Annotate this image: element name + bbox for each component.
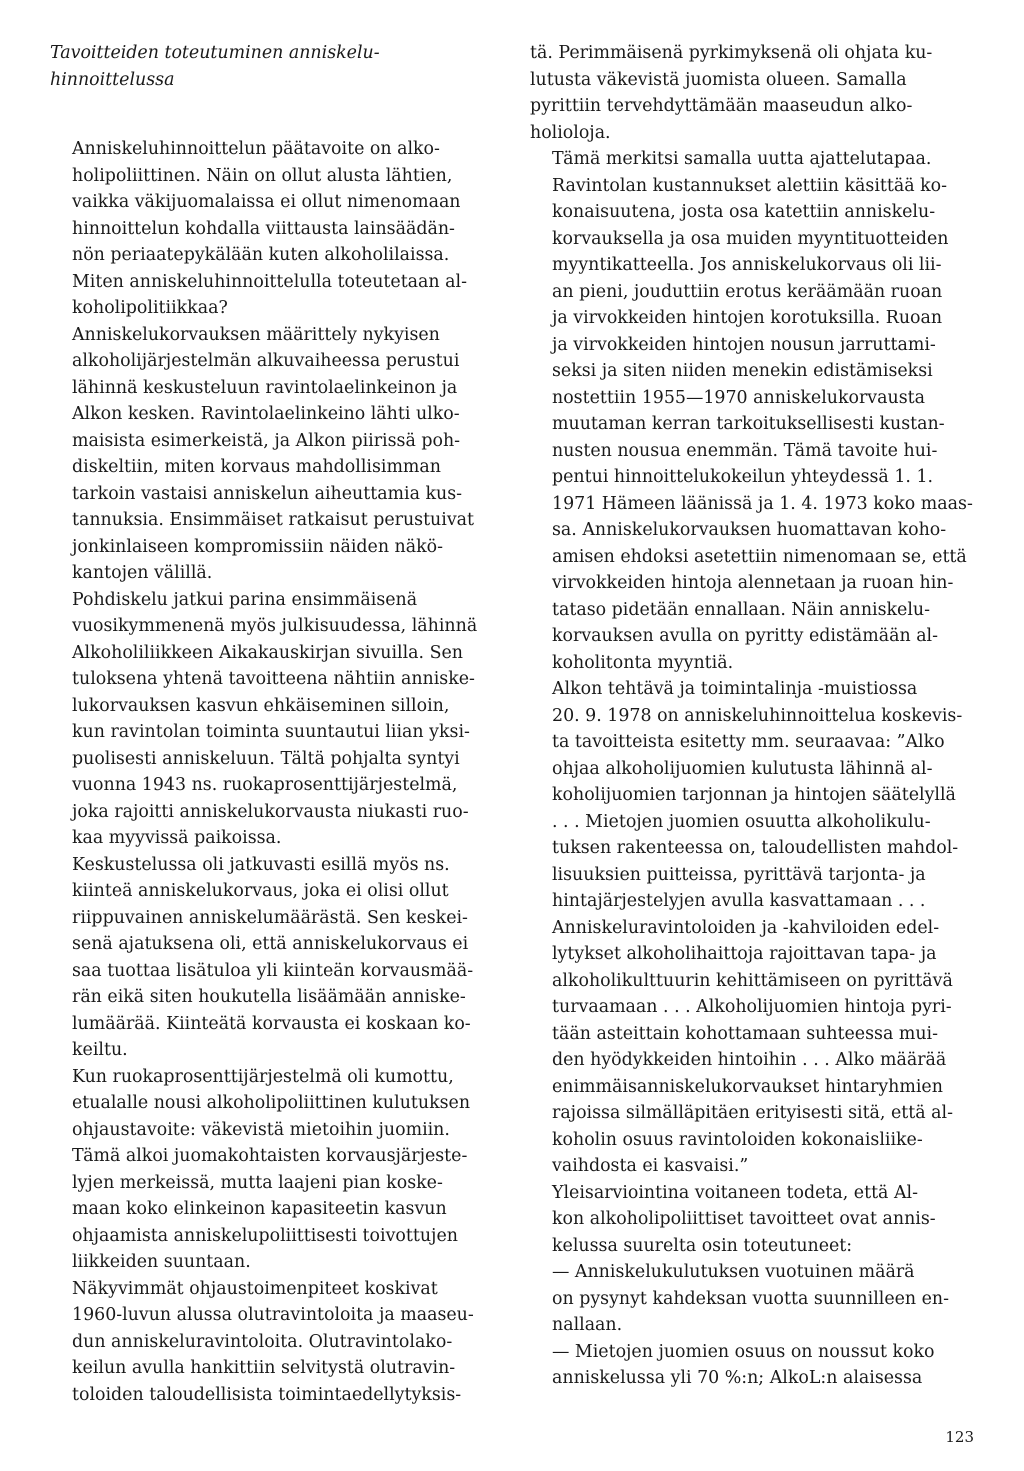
text-line: etualalle nousi alkoholipoliittinen kulutuksen [72,1093,471,1113]
text-line: tuloksena yhtenä tavoitteena nähtiin anniske- [72,669,475,689]
text-line: lukorvauksen kasvun ehkäiseminen silloin, [72,695,450,716]
text-line: Anniskelukorvauksen määrittely nykyisen [72,324,440,345]
text-line: saa tuottaa lisätuloa yli kiinteän korvausmää- [72,960,474,981]
text-line: holioloja. [530,122,611,143]
text-line: holipoliittinen. Näin on ollut alusta lähtien, [72,165,453,186]
text-line: Yleisarviointina voitaneen todeta, että Al- [552,1182,918,1203]
text-line: amisen ehdoksi asetettiin nimenomaan se, että [552,546,967,567]
text-line: tataso pidetään ennallaan. Näin anniskelu- [552,599,930,620]
text-line: alkoholijärjestelmän alkuvaiheessa perustui [72,351,460,371]
text-line: rajoissa silmälläpitäen erityisesti sitä, että al- [552,1103,953,1123]
text-line: maisista esimerkeistä, ja Alkon piirissä poh- [72,430,461,451]
text-line: lumäärää. Kiinteätä korvausta ei koskaan ko- [72,1013,471,1034]
text-line: ohjaamista anniskelupoliittisesti toivottujen [72,1225,458,1246]
text-line: lisuuksien puitteissa, pyrittävä tarjonta- ja [552,864,926,885]
paragraph [50,136,496,322]
text-line: Keskustelussa oli jatkuvasti esillä myös ns. [72,854,450,875]
text-line: Alkon kesken. Ravintolaelinkeino lähti ulko- [72,404,460,424]
text-line: an pieni, jouduttiin erotus keräämään ruoan [552,281,943,302]
text-line: Alkon tehtävä ja toimintalinja -muistiossa [552,679,918,699]
text-line: nusten nousua enemmän. Tämä tavoite hui- [552,440,938,461]
text-line: keilun avulla hankittiin selvitystä olutravin- [72,1358,456,1378]
text-line: korvauksen avulla on pyritty edistämään al- [552,626,938,646]
text-line: senä ajatuksena oli, että anniskelukorvaus ei [72,934,469,954]
text-line: . . . Mietojen juomien osuutta alkoholikulu- [552,811,931,832]
text-line: lähinnä keskusteluun ravintolaelinkeinon ja [72,377,458,398]
text-line: vuonna 1943 ns. ruokaprosenttijärjestelmä, [72,775,458,795]
text-line: liikkeiden suuntaan. [72,1252,251,1272]
text-line: maan koko elinkeinon kapasiteetin kasvun [72,1199,447,1219]
text-line: kelussa suurelta osin toteutuneet: [552,1235,853,1256]
text-line: Anniskeluravintoloiden ja -kahviloiden edel- [552,917,940,938]
paragraph [50,322,496,587]
text-line: sa. Anniskelukorvauksen huomattavan koho- [552,520,947,540]
text-line: riippuvainen anniskelumäärästä. Sen keskei- [72,907,468,928]
text-line: ohjaustavoite: väkevistä mietoihin juomiin. [72,1119,450,1140]
text-line: ohjaa alkoholijuomien kulutusta lähinnä al- [552,758,933,779]
text-line: kun ravintolan toiminta suuntautui liian yksi- [72,722,470,742]
text-line: ja virvokkeiden hintojen nousun jarruttami- [552,334,936,355]
text-line: anniskelussa yli 70 %:n; AlkoL:n alaisessa [552,1368,923,1388]
text-line: tään asteittain kohottamaan suhteessa mui- [552,1023,938,1044]
text-line: on pysynyt kahdeksan vuotta suunnilleen en- [552,1288,949,1309]
right-column-body [530,40,976,1392]
paragraph [50,1064,496,1276]
text-line: virvokkeiden hintoja alennetaan ja ruoan hin- [552,573,954,593]
paragraph [530,1339,976,1392]
text-line: nön periaatepykälään kuten alkoholilaissa. [72,245,450,265]
text-line: keiltu. [72,1040,128,1060]
text-line: rän eikä siten houkutella lisäämään anniske- [72,987,466,1007]
text-line: 1971 Hämeen läänissä ja 1. 4. 1973 koko maas- [552,493,973,514]
text-line: ja virvokkeiden hintojen korotuksilla. Ruoan [552,308,943,328]
text-line: korvauksella ja osa muiden myyntituotteiden [552,228,949,249]
paragraph [50,587,496,852]
text-line: Kun ruokaprosenttijärjestelmä oli kumottu, [72,1066,454,1087]
left-column [50,40,496,1408]
heading-line: Tavoitteiden toteutuminen anniskelu- [50,43,380,63]
text-line: kon alkoholipoliittiset tavoitteet ovat annis- [552,1209,936,1229]
text-line: dun anniskeluravintoloita. Olutravintolako- [72,1331,453,1352]
text-line: joka rajoitti anniskelukorvausta niukasti ruo- [72,801,469,822]
text-line: Näkyvimmät ohjaustoimenpiteet koskivat [72,1278,438,1299]
text-line: 1960-luvun alussa olutravintoloita ja maaseu- [72,1305,474,1325]
text-line: toloiden taloudellisista toimintaedellytyksis- [72,1384,462,1405]
text-line: pyrittiin tervehdyttämään maaseudun alko- [530,96,913,116]
text-line: alkoholikulttuurin kehittämiseen on pyrittävä [552,970,953,991]
text-line: tuksen rakenteessa on, taloudellisten mahdol- [552,838,959,858]
text-line: nostettiin 1955—1970 anniskelukorvausta [552,387,925,408]
text-line: Pohdiskelu jatkui parina ensimmäisenä [72,589,418,610]
text-line: jonkinlaiseen kompromissiin näiden näkö- [72,536,443,557]
text-line: tarkoin vastaisi anniskelun aiheuttamia kus- [72,483,463,504]
text-line: Miten anniskeluhinnoittelulla toteutetaan al- [72,271,467,292]
text-line: vaihdosta ei kasvaisi.” [552,1156,749,1176]
text-line: enimmäisanniskelukorvaukset hintaryhmien [552,1076,943,1097]
text-line: diskeltiin, miten korvaus mahdollisimman [72,457,441,477]
paragraph [530,1259,976,1339]
text-line: tannuksia. Ensimmäiset ratkaisut perustuivat [72,510,475,530]
text-line: Tämä merkitsi samalla uutta ajattelutapaa. [552,149,932,169]
heading-line: hinnoittelussa [50,70,175,90]
text-line: puolisesti anniskeluun. Tältä pohjalta syntyi [72,748,460,769]
text-line: Anniskeluhinnoittelun päätavoite on alko- [72,139,440,159]
text-line: lutusta väkevistä juomista olueen. Samalla [530,69,907,90]
text-line: lyjen merkeissä, mutta laajeni pian koske- [72,1172,443,1193]
text-line: hintajärjestelyjen avulla kasvattamaan . . . [552,891,926,911]
text-line: muutaman kerran tarkoituksellisesti kustan- [552,414,945,434]
page-number: 123 [945,1428,974,1446]
text-line: nallaan. [552,1315,623,1335]
text-line: hinnoittelun kohdalla viittausta lainsäädän- [72,218,455,239]
text-line: vaikka väkijuomalaissa ei ollut nimenomaan [72,192,461,212]
paragraph [50,852,496,1064]
text-line: pentui hinnoittelukokeilun yhteydessä 1. 1. [552,467,934,487]
paragraph [530,676,976,1180]
text-line: kiinteä anniskelukorvaus, joka ei olisi ollut [72,881,449,901]
text-line: 20. 9. 1978 on anniskeluhinnoittelua koskevis- [552,705,963,726]
section-heading [50,40,496,94]
text-line: lytykset alkoholihaittoja rajoittavan tapa- ja [552,944,937,964]
text-line: Alkoholiliikkeen Aikakauskirjan sivuilla. Sen [72,642,463,663]
paragraph [530,40,976,146]
text-line: den hyödykkeiden hintoihin . . . Alko määrää [552,1050,947,1070]
text-line: ta tavoitteista esitetty mm. seuraavaa: ”Alko [552,732,945,752]
text-line: — Anniskelukulutuksen vuotuinen määrä [552,1262,915,1282]
text-line: vuosikymmenenä myös julkisuudessa, lähinnä [72,616,478,636]
text-line: konaisuutena, josta osa katettiin anniskelu- [552,202,936,222]
text-line: koholijuomien tarjonnan ja hintojen säätelyllä [552,785,956,805]
text-line: tä. Perimmäisenä pyrkimyksenä oli ohjata ku- [530,43,933,63]
paragraph [530,1180,976,1260]
paragraph [50,1276,496,1409]
text-line: kantojen välillä. [72,563,213,583]
text-line: koholipolitiikkaa? [72,298,228,318]
left-column-body [50,136,496,1408]
paragraph [530,146,976,676]
text-line: kaa myyvissä paikoissa. [72,828,282,848]
text-line: — Mietojen juomien osuus on noussut koko [552,1341,935,1362]
text-line: myyntikatteella. Jos anniskelukorvaus oli lii- [552,255,942,275]
text-line: Ravintolan kustannukset alettiin käsittää ko- [552,175,948,196]
text-line: koholitonta myyntiä. [552,652,734,673]
right-column [530,40,976,1392]
text-line: seksi ja siten niiden menekin edistämiseksi [552,361,933,381]
text-line: turvaamaan . . . Alkoholijuomien hintoja pyri- [552,997,952,1017]
text-line: Tämä alkoi juomakohtaisten korvausjärjeste- [72,1146,468,1166]
text-line: koholin osuus ravintoloiden kokonaisliike- [552,1129,923,1150]
